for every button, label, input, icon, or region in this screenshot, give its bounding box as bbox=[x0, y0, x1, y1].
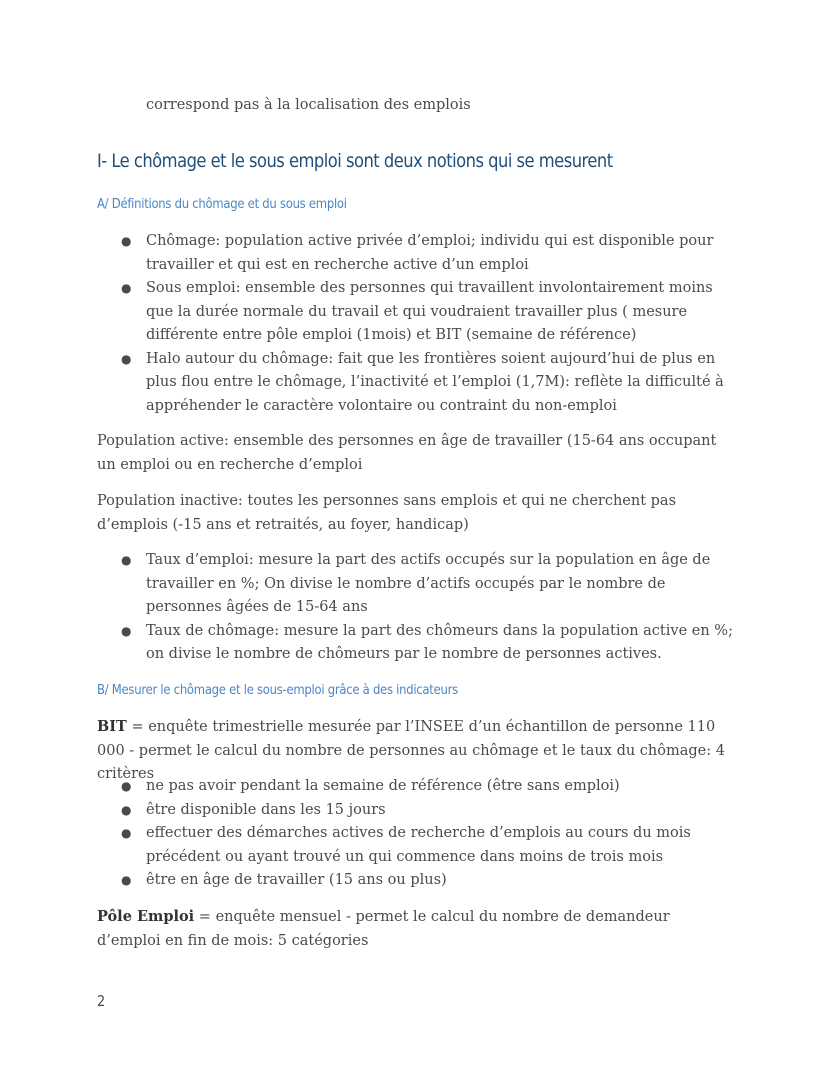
population-inactive-paragraph: Population inactive: toutes les personnes sans emplois et qui ne cherchent pas d’emplois (-15 ans et retraités, au foyer, handicap) bbox=[97, 493, 677, 533]
bullet-icon: ● bbox=[121, 281, 132, 295]
page-number: 2 bbox=[97, 992, 106, 1010]
list-item bbox=[121, 230, 736, 277]
section-heading-1: I- Le chômage et le sous emploi sont deux notions qui se mesurent bbox=[97, 150, 613, 172]
bullet-icon: ● bbox=[121, 873, 132, 887]
bullet-icon: ● bbox=[121, 779, 132, 793]
pole-emploi-paragraph bbox=[97, 905, 737, 953]
list-item-text: Taux d’emploi: mesure la part des actifs occupés sur la population en âge de travailler en %; On divise le nombre d’actifs occupés par le nombre de personnes âgées de 15-64 ans bbox=[146, 552, 711, 615]
rates-list bbox=[121, 549, 736, 667]
pole-emploi-text: = enquête mensuel - permet le calcul du nombre de demandeur d’emploi en fin de mois: 5 catégories bbox=[97, 909, 670, 949]
list-item-text: Sous emploi: ensemble des personnes qui travaillent involontairement moins que la durée normale du travail et qui voudraient travailler plus ( mesure différente entre pôle emploi (1mois) et BIT (semaine de référence) bbox=[146, 280, 713, 343]
list-item bbox=[121, 799, 736, 823]
list-item bbox=[121, 549, 736, 620]
list-item bbox=[121, 277, 736, 348]
list-item-text: Taux de chômage: mesure la part des chômeurs dans la population active en %; on divise le nombre de chômeurs par le nombre de personnes actives. bbox=[146, 622, 733, 662]
list-item-text: ne pas avoir pendant la semaine de référence (être sans emploi) bbox=[146, 778, 620, 794]
bullet-icon: ● bbox=[121, 623, 132, 638]
bullet-icon: ● bbox=[121, 234, 132, 248]
list-item bbox=[121, 775, 736, 799]
criteria-list bbox=[121, 775, 736, 893]
list-item-text: être disponible dans les 15 jours bbox=[146, 801, 386, 818]
subheading-a: A/ Définitions du chômage et du sous emploi bbox=[97, 196, 347, 212]
list-item-text: Halo autour du chômage: fait que les frontières soient aujourd’hui de plus en plus flou entre le chômage, l’inactivité et l’emploi (1,7M): reflète la difficulté à appréhender le caractère volontaire ou contraint du non-emploi bbox=[146, 350, 724, 414]
bullet-icon: ● bbox=[121, 826, 132, 840]
list-item bbox=[121, 348, 736, 419]
list-item-text: être en âge de travailler (15 ans ou plus) bbox=[146, 872, 447, 888]
list-item bbox=[121, 620, 736, 667]
bullet-icon: ● bbox=[121, 553, 132, 567]
list-item bbox=[121, 869, 736, 893]
bullet-icon: ● bbox=[121, 802, 132, 817]
bullet-icon: ● bbox=[121, 351, 132, 366]
pole-emploi-label: Pôle Emploi bbox=[97, 908, 195, 925]
subheading-b-text: B/ Mesurer le chômage et le sous-emploi grâce à des indicateurs bbox=[97, 682, 458, 698]
bit-text: = enquête trimestrielle mesurée par l’INSEE d’un échantillon de personne 110 000 - permet le calcul du nombre de personnes au chômage et le taux du chômage: 4 critères bbox=[97, 719, 725, 782]
population-active-paragraph: Population active: ensemble des personnes en âge de travailler (15-64 ans occupant un emploi ou en recherche d’emploi bbox=[97, 433, 717, 473]
list-item bbox=[121, 822, 736, 869]
bit-label: BIT bbox=[97, 718, 127, 735]
continuation-line: correspond pas à la localisation des emplois bbox=[146, 97, 471, 113]
subheading-b bbox=[97, 682, 458, 698]
list-item-text: effectuer des démarches actives de recherche d’emplois au cours du mois précédent ou ayant trouvé un qui commence dans moins de trois mois bbox=[146, 825, 691, 865]
list-item-text: Chômage: population active privée d’emploi; individu qui est disponible pour travailler et qui est en recherche active d’un emploi bbox=[146, 233, 714, 273]
definitions-list bbox=[121, 230, 736, 418]
